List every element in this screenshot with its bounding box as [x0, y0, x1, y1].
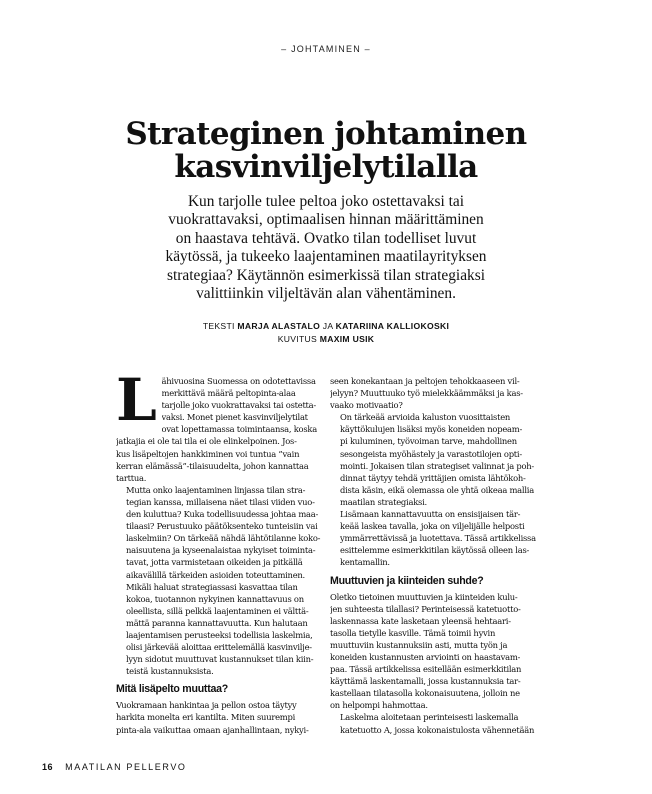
credits-illus-label: KUVITUS [277, 333, 318, 344]
paragraph-continued [330, 375, 540, 411]
text-line: jen suhteesta tilallasi? Perinteisessä katetuotto- [330, 603, 521, 614]
text-line: jelyyn? Muuttuuko työ mielekkäämmäksi ja kas- [330, 388, 523, 399]
page-number: 16 [42, 762, 54, 772]
text-line: koneiden kustannusten arviointi on haastavam- [330, 651, 521, 662]
text-line: lyyn sidotut muuttuvat kustannukset tilan kiin- [126, 654, 314, 665]
text-line: tarjolle joko vuokrattavaksi tai ostetta- [161, 400, 316, 411]
text-line: den kuluttua? Kuka todellisuudessa johtaa maa- [126, 509, 319, 520]
paragraph-vuokramaa [116, 699, 326, 735]
text-line: tarttua. [116, 472, 147, 483]
magazine-name: MAATILAN PELLERVO [65, 762, 187, 772]
text-line: laajentamisen perusteeksi todellisia laskelmia, [126, 629, 313, 640]
text-line: kus lisäpeltojen hankkiminen voi tuntua ”vain [116, 448, 300, 459]
paragraph-lisamaa [330, 508, 540, 568]
text-line: katetuotto A, jossa kokonaistulosta vähennetään [340, 724, 535, 735]
text-line: pinta-ala vaikuttaa omaan ajanhallintaan, nykyi- [116, 724, 309, 735]
text-line: On tärkeää arvioida kaluston vuosittaisten [340, 412, 511, 423]
paragraph-laskelma [330, 711, 540, 735]
subheading-muuttuvat: Muuttuvien ja kiinteiden suhde? [330, 574, 484, 587]
text-line: käyttökulujen lisäksi myös koneiden nopeam- [340, 424, 523, 435]
text-line: ähivuosina Suomessa on odotettavissa [161, 376, 316, 386]
title-line-2: kasvinviljelytilalla [174, 149, 478, 185]
title-line-1: Strateginen johtaminen [125, 116, 527, 152]
text-line: ymmärrettävissä ja luotettava. Tässä artikkelissa [340, 533, 536, 544]
text-line: käyttämä laskentamalli, jossa kustannuksia tar- [330, 676, 521, 687]
text-line: oleellista, sillä pelkkä laajentaminen ei välttä- [126, 605, 309, 616]
text-line: naisuutena ja kyseenalaistaa nykyiset toiminta- [126, 545, 316, 556]
text-line: Mutta onko laajentaminen linjassa tilan stra- [126, 484, 306, 495]
text-line: seen konekantaan ja peltojen tehokkaaseen vil- [330, 376, 520, 386]
article-lede: Kun tarjolle tulee peltoa joko ostettavaksi tai vuokrattavaksi, optimaalisen hinnan määrittäminen on haastava tehtävä. Ovatko tilan todelliset luvut käytössä, ja tukeeko laajentaminen maatilayrityksen strategiaa? Käytännön esimerkissä tilan strategiaksi valittiinkin viljeltävän alan vähentäminen. [165, 193, 487, 303]
body-column-right [330, 375, 540, 736]
text-line: tasolla tietylle kasville. Tämä toimii hyvin [330, 627, 496, 638]
credits-author-2: KATARIINA KALLIOKOSKI [335, 321, 450, 331]
paragraph-kalusto [330, 411, 540, 508]
credits-illustration-line [0, 333, 652, 346]
drop-cap: L [116, 366, 157, 434]
text-line: mättä paranna kannattavuutta. Kun halutaan [126, 617, 308, 628]
paragraph-strategy [116, 484, 326, 581]
paragraph-costs [116, 581, 326, 678]
text-line: dista käsin, eikä olemassa ole yhtä oikeaa mallia [340, 484, 534, 495]
text-line: Laskelma aloitetaan perinteisesti laskemalla [340, 712, 519, 723]
article-credits [0, 320, 652, 345]
body-column-left [116, 366, 326, 736]
text-line: aikavälillä tärkeiden asioiden toteuttaminen. [126, 569, 305, 580]
text-line: tilaasi? Perustuuko päätöksenteko tunteisiin vai [126, 521, 318, 532]
text-line: keää laskea tavalla, joka on viljelijälle helposti [340, 521, 525, 532]
text-line: ovat lopettamassa toimintaansa, koska [161, 424, 317, 435]
text-line: merkittävä määrä peltopinta-alaa [161, 388, 296, 399]
text-line: paa. Tässä artikkelissa esitellään esimerkkitilan [330, 664, 522, 675]
text-line: pi kuluminen, työvoiman tarve, mahdollinen [340, 436, 517, 447]
section-kicker: – JOHTAMINEN – [281, 44, 371, 54]
text-line: mointi. Jokaisen tilan strategiset valinnat ja poh- [340, 460, 534, 471]
text-line: Vuokramaan hankintaa ja pellon ostoa täytyy [116, 700, 297, 711]
credits-author-1: MARJA ALASTALO [237, 321, 321, 331]
text-line: kastellaan tilatasolla kokonaisuutena, jolloin ne [330, 688, 520, 699]
text-line: kerran elämässä”-tilaisuudelta, johon kannattaa [116, 460, 309, 471]
text-line: laskennassa kate lasketaan yleensä hehtaari- [330, 615, 511, 626]
text-line: tavat, jotta varmistetaan oikeiden ja pitkällä [126, 557, 303, 568]
text-line: esittelemme esimerkkitilan käytössä olleen las- [340, 545, 530, 556]
credits-text-label: TEKSTI [202, 321, 235, 331]
text-line: Mikäli haluat strategiassasi kasvattaa tilan [126, 581, 298, 592]
text-line: harkita monelta eri kantilta. Miten suurempi [116, 712, 296, 723]
text-line: on helpompi hahmottaa. [330, 700, 428, 711]
text-line: sesongeista myöhästely ja varastotilojen opti- [340, 448, 522, 459]
text-line: tegian kanssa, millaisena näet tilasi viiden vuo- [126, 496, 315, 507]
text-line: olisi järkevää aloittaa erittelemällä kasvinvilje- [126, 642, 312, 653]
paragraph-intro [116, 366, 326, 484]
text-line: kokoa, tuotannon nykyinen kannattavuus on [126, 593, 304, 604]
text-line: teistä kustannuksista. [126, 666, 214, 677]
article-title [0, 118, 652, 184]
credits-text-line [0, 320, 652, 333]
text-line: jatkajia ei ole tai tila ei ole elinkelpoinen. Jos- [116, 436, 297, 447]
text-line: Lisämaan kannattavuutta on ensisijaisen tär- [340, 509, 521, 520]
text-line: dinnat täytyy tehdä yrittäjien omista lähtökoh- [340, 472, 526, 483]
paragraph-suhde [330, 591, 540, 712]
subheading-lisapelto: Mitä lisäpelto muuttaa? [116, 683, 228, 696]
text-line: laskelmiin? On tärkeää nähdä lähtötilanne koko- [126, 533, 321, 544]
page-footer [42, 762, 187, 772]
text-line: kentamallin. [340, 557, 390, 568]
text-line: maatilan strategiaksi. [340, 496, 427, 507]
text-line: Oletko tietoinen muuttuvien ja kiinteiden kulu- [330, 591, 518, 602]
credits-illustrator: MAXIM USIK [319, 333, 375, 344]
text-line: muuttuviin kustannuksiin asti, mutta työn ja [330, 639, 508, 650]
text-line: vaksi. Monet pienet kasvinviljelytilat [161, 412, 308, 423]
text-line: vaako motivaatio? [330, 400, 403, 411]
credits-and: JA [322, 321, 333, 331]
